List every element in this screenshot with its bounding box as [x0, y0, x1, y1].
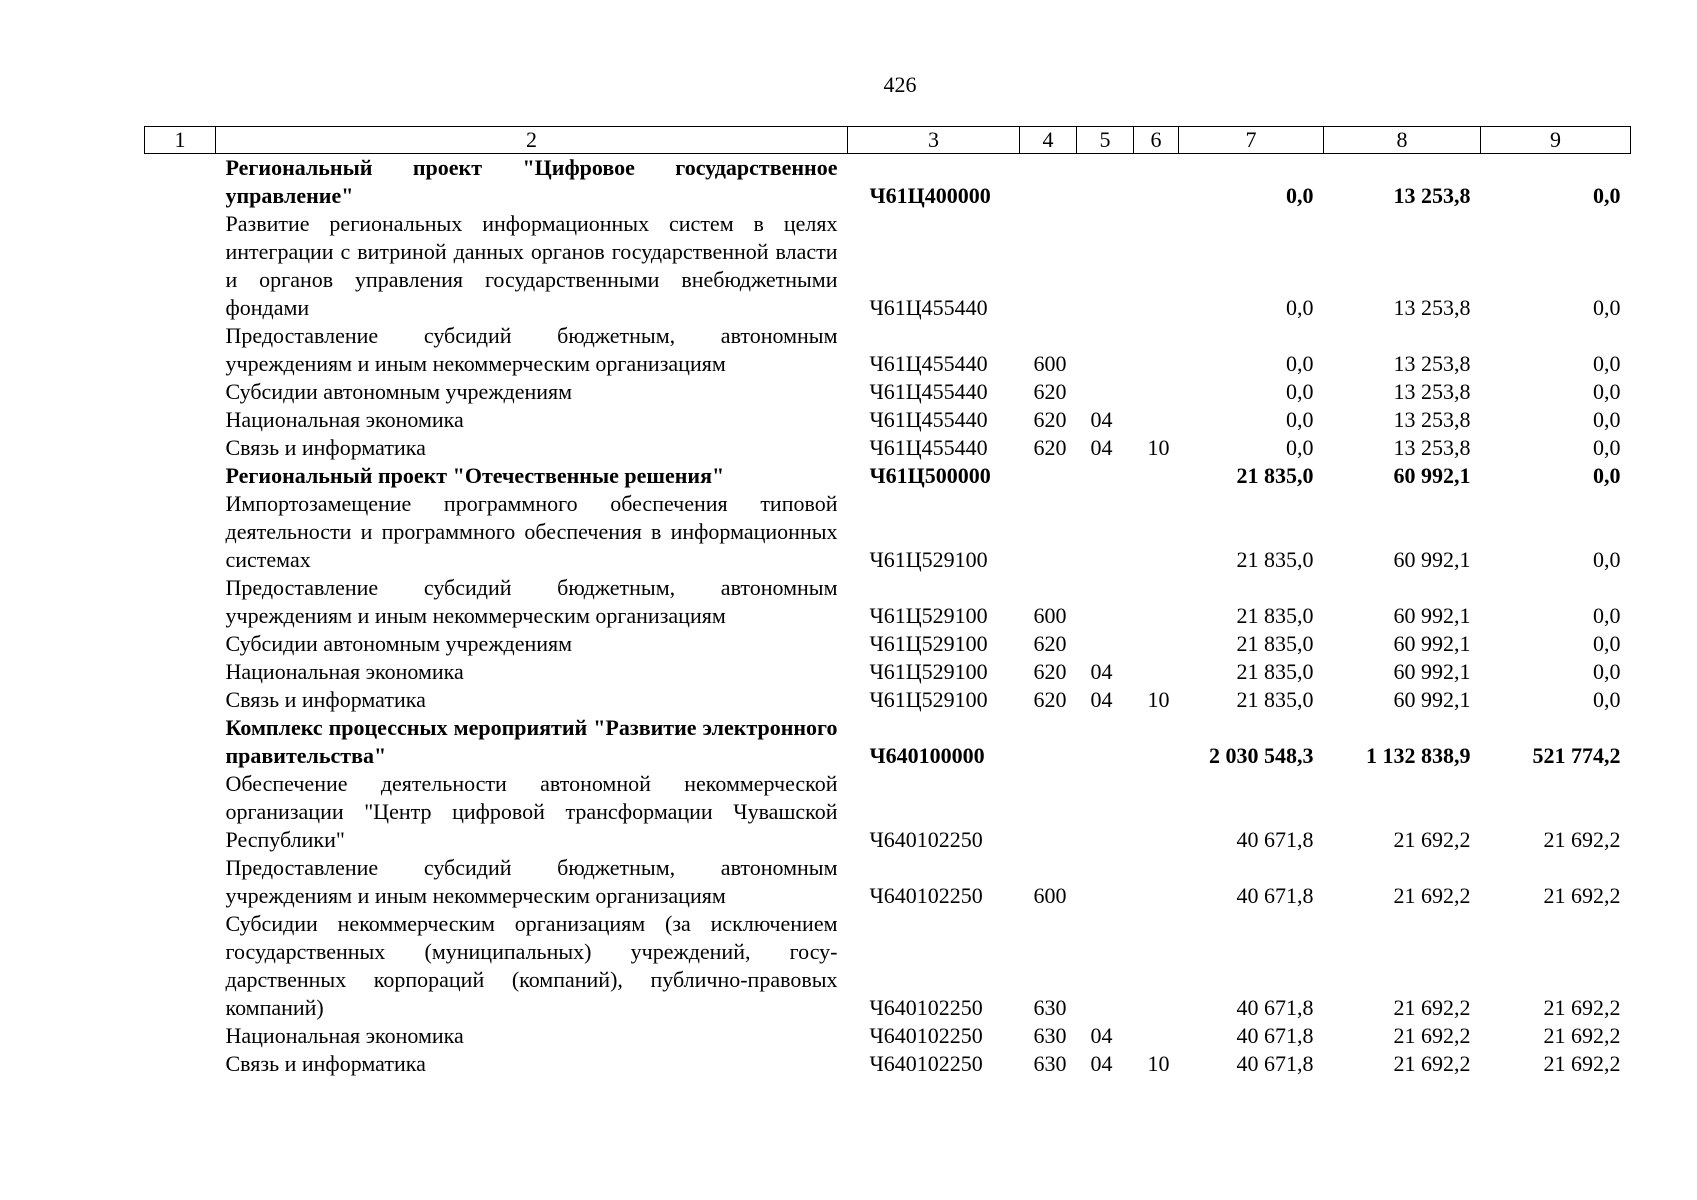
row-col-7: 21 835,0 [1236, 659, 1314, 684]
row-name: Развитие региональных информационных систем в целях интеграции с витриной данных органов государственной власти и органов управления государственными внебюджетными фондами [225, 211, 838, 320]
row-col-5: 04 [1090, 687, 1113, 712]
row-col-8: 1 132 838,9 [1366, 743, 1471, 768]
row-name: Субсидии автономным учреждениям [225, 631, 573, 656]
row-name: Региональный проект "Отечественные решения" [225, 463, 725, 488]
row-col-5: 04 [1090, 659, 1113, 684]
row-col-9: 0,0 [1593, 547, 1621, 572]
row-col-5 [1077, 462, 1134, 490]
header-row [145, 127, 1631, 154]
row-col-5: 04 [1090, 435, 1113, 460]
row-name: Предоставление субсидий бюджетным, автономным учреждениям и иным некоммерческим организациям [225, 575, 838, 628]
row-code: Ч61Ц455440 [869, 351, 988, 376]
row-col-7: 21 835,0 [1236, 631, 1314, 656]
row-col-4: 620 [1033, 659, 1067, 684]
row-col-4 [1020, 714, 1077, 770]
row-col-6 [1134, 490, 1179, 574]
row-col-6 [1134, 658, 1179, 686]
row-col-8: 60 992,1 [1393, 659, 1471, 684]
row-col-8: 13 253,8 [1393, 407, 1471, 432]
row-col-9: 0,0 [1593, 687, 1621, 712]
row-col-6: 10 [1147, 1051, 1170, 1076]
row-code: Ч61Ц455440 [869, 407, 988, 432]
row-col-6: 10 [1147, 687, 1170, 712]
row-name: Предоставление субсидий бюджетным, автономным учреждениям и иным некоммерческим организациям [225, 323, 838, 376]
table-row [145, 378, 1631, 406]
row-col-4 [1020, 770, 1077, 854]
row-name: Комплекс процессных мероприятий "Развитие электронного правительства" [225, 715, 838, 768]
row-col-5 [1077, 490, 1134, 574]
row-col-7: 40 671,8 [1236, 1023, 1314, 1048]
row-col-4: 600 [1033, 883, 1067, 908]
table-row [145, 714, 1631, 770]
row-col-4 [1020, 462, 1077, 490]
table-row [145, 770, 1631, 854]
row-col-6 [1134, 406, 1179, 434]
row-col-5 [1077, 322, 1134, 378]
row-col-1 [145, 910, 216, 1022]
row-code: Ч640102250 [869, 995, 983, 1020]
row-col-5 [1077, 910, 1134, 1022]
row-col-8: 60 992,1 [1393, 631, 1471, 656]
row-col-6 [1134, 210, 1179, 322]
row-code: Ч640100000 [869, 743, 985, 768]
row-code: Ч640102250 [869, 1023, 983, 1048]
row-col-4: 620 [1033, 687, 1067, 712]
row-col-6 [1134, 910, 1179, 1022]
row-col-7: 21 835,0 [1236, 547, 1314, 572]
table-row [145, 406, 1631, 434]
row-col-8: 13 253,8 [1393, 351, 1471, 376]
header-col-4: 4 [1020, 127, 1077, 154]
table-header [145, 127, 1631, 154]
row-name: Субсидии некоммерческим организациям (за исключением государственных (муниципальных) учреждений, государственных корпораций (компаний), публично-правовых компаний) [225, 911, 838, 1020]
row-col-6 [1134, 154, 1179, 211]
row-col-7: 0,0 [1286, 407, 1314, 432]
row-col-6 [1134, 854, 1179, 910]
row-code: Ч61Ц529100 [869, 687, 988, 712]
row-col-6: 10 [1147, 435, 1170, 460]
row-col-7: 0,0 [1286, 351, 1314, 376]
row-col-7: 40 671,8 [1236, 1051, 1314, 1076]
row-col-8: 60 992,1 [1393, 603, 1471, 628]
row-code: Ч61Ц529100 [869, 547, 988, 572]
table-body [145, 154, 1631, 1079]
row-col-9: 21 692,2 [1543, 827, 1621, 852]
row-col-4: 600 [1033, 351, 1067, 376]
table-row [145, 210, 1631, 322]
row-col-7: 0,0 [1286, 183, 1314, 208]
row-col-7: 21 835,0 [1236, 463, 1314, 488]
row-col-1 [145, 770, 216, 854]
table-row [145, 1022, 1631, 1050]
table-row [145, 154, 1631, 211]
header-col-1: 1 [145, 127, 216, 154]
row-col-7: 21 835,0 [1236, 603, 1314, 628]
row-col-9: 0,0 [1593, 379, 1621, 404]
row-col-5: 04 [1090, 1023, 1113, 1048]
row-col-6 [1134, 574, 1179, 630]
row-col-9: 0,0 [1593, 631, 1621, 656]
row-col-4: 620 [1033, 631, 1067, 656]
row-col-5 [1077, 714, 1134, 770]
row-col-9: 21 692,2 [1543, 1023, 1621, 1048]
table-row [145, 686, 1631, 714]
table-row [145, 462, 1631, 490]
row-col-9: 0,0 [1593, 463, 1621, 488]
table-row [145, 434, 1631, 462]
row-name: Национальная экономика [225, 659, 464, 684]
row-col-9: 0,0 [1593, 659, 1621, 684]
row-col-6 [1134, 462, 1179, 490]
row-code: Ч640102250 [869, 827, 983, 852]
row-name: Связь и информатика [225, 687, 426, 712]
row-col-7: 0,0 [1286, 295, 1314, 320]
row-col-9: 0,0 [1593, 435, 1621, 460]
row-col-5 [1077, 378, 1134, 406]
header-col-8: 8 [1324, 127, 1481, 154]
row-col-5 [1077, 630, 1134, 658]
row-code: Ч640102250 [869, 883, 983, 908]
row-col-8: 60 992,1 [1393, 463, 1471, 488]
row-col-8: 21 692,2 [1393, 1051, 1471, 1076]
row-code: Ч61Ц455440 [869, 435, 988, 460]
row-col-5 [1077, 574, 1134, 630]
row-code: Ч61Ц455440 [869, 379, 988, 404]
row-name: Национальная экономика [225, 1023, 464, 1048]
table-row [145, 910, 1631, 1022]
row-col-4 [1020, 490, 1077, 574]
row-name: Связь и информатика [225, 1051, 426, 1076]
row-col-1 [145, 378, 216, 406]
row-col-1 [145, 490, 216, 574]
row-col-6 [1134, 378, 1179, 406]
table-row [145, 630, 1631, 658]
header-col-2: 2 [216, 127, 848, 154]
row-col-1 [145, 658, 216, 686]
table-row [145, 1050, 1631, 1078]
page-number: 426 [883, 72, 917, 97]
table-row [145, 322, 1631, 378]
row-col-6 [1134, 714, 1179, 770]
row-col-1 [145, 462, 216, 490]
row-col-6 [1134, 630, 1179, 658]
row-col-9: 0,0 [1593, 183, 1621, 208]
row-code: Ч61Ц400000 [869, 183, 991, 208]
row-col-4: 630 [1033, 1023, 1067, 1048]
row-col-8: 21 692,2 [1393, 1023, 1471, 1048]
row-col-9: 521 774,2 [1532, 743, 1621, 768]
row-code: Ч61Ц529100 [869, 659, 988, 684]
row-col-4: 620 [1033, 407, 1067, 432]
row-col-1 [145, 630, 216, 658]
row-name: Обеспечение деятельности автономной некоммерческой организации "Центр цифровой трансформации Чувашской Республики" [225, 771, 838, 852]
header-col-7: 7 [1179, 127, 1324, 154]
row-col-1 [145, 154, 216, 211]
row-col-7: 40 671,8 [1236, 883, 1314, 908]
row-col-7: 2 030 548,3 [1209, 743, 1314, 768]
row-col-9: 21 692,2 [1543, 1051, 1621, 1076]
budget-table [144, 126, 1631, 1078]
row-col-4: 620 [1033, 379, 1067, 404]
row-col-4: 630 [1033, 1051, 1067, 1076]
row-col-7: 40 671,8 [1236, 827, 1314, 852]
row-col-5 [1077, 854, 1134, 910]
row-col-6 [1134, 770, 1179, 854]
row-col-1 [145, 714, 216, 770]
row-col-8: 13 253,8 [1393, 435, 1471, 460]
row-col-1 [145, 434, 216, 462]
row-name: Предоставление субсидий бюджетным, автономным учреждениям и иным некоммерческим организациям [225, 855, 838, 908]
row-name: Импортозамещение программного обеспечения типовой деятельности и программного обеспечения в информационных системах [225, 491, 838, 572]
row-col-5: 04 [1090, 407, 1113, 432]
row-code: Ч61Ц500000 [869, 463, 991, 488]
row-col-4: 620 [1033, 435, 1067, 460]
row-col-8: 13 253,8 [1393, 183, 1471, 208]
row-col-7: 21 835,0 [1236, 687, 1314, 712]
row-col-8: 13 253,8 [1393, 295, 1471, 320]
row-name: Региональный проект "Цифровое государственное управление" [225, 155, 838, 208]
row-name: Субсидии автономным учреждениям [225, 379, 573, 404]
table-row [145, 490, 1631, 574]
row-col-8: 21 692,2 [1393, 995, 1471, 1020]
row-col-7: 0,0 [1286, 435, 1314, 460]
header-col-9: 9 [1481, 127, 1631, 154]
row-col-1 [145, 686, 216, 714]
row-col-7: 40 671,8 [1236, 995, 1314, 1020]
row-col-9: 21 692,2 [1543, 883, 1621, 908]
row-col-1 [145, 322, 216, 378]
table-row [145, 854, 1631, 910]
row-col-1 [145, 574, 216, 630]
row-col-1 [145, 406, 216, 434]
row-col-5 [1077, 210, 1134, 322]
row-col-8: 13 253,8 [1393, 379, 1471, 404]
header-col-6: 6 [1134, 127, 1179, 154]
table-row [145, 658, 1631, 686]
row-col-9: 0,0 [1593, 351, 1621, 376]
row-name: Связь и информатика [225, 435, 426, 460]
header-col-5: 5 [1077, 127, 1134, 154]
row-col-9: 0,0 [1593, 407, 1621, 432]
row-col-9: 21 692,2 [1543, 995, 1621, 1020]
row-col-7: 0,0 [1286, 379, 1314, 404]
row-col-4 [1020, 210, 1077, 322]
row-name: Национальная экономика [225, 407, 464, 432]
row-col-6 [1134, 322, 1179, 378]
row-col-4 [1020, 154, 1077, 211]
row-col-1 [145, 1022, 216, 1050]
row-col-1 [145, 854, 216, 910]
row-col-1 [145, 210, 216, 322]
row-col-8: 60 992,1 [1393, 687, 1471, 712]
row-col-8: 21 692,2 [1393, 883, 1471, 908]
row-col-5 [1077, 154, 1134, 211]
row-code: Ч61Ц529100 [869, 603, 988, 628]
row-col-9: 0,0 [1593, 295, 1621, 320]
row-col-4: 600 [1033, 603, 1067, 628]
row-col-5 [1077, 770, 1134, 854]
row-code: Ч61Ц455440 [869, 295, 988, 320]
row-col-8: 21 692,2 [1393, 827, 1471, 852]
row-code: Ч640102250 [869, 1051, 983, 1076]
row-col-8: 60 992,1 [1393, 547, 1471, 572]
row-col-1 [145, 1050, 216, 1078]
row-col-4: 630 [1033, 995, 1067, 1020]
row-col-9: 0,0 [1593, 603, 1621, 628]
row-code: Ч61Ц529100 [869, 631, 988, 656]
header-col-3: 3 [848, 127, 1020, 154]
row-col-5: 04 [1090, 1051, 1113, 1076]
row-col-6 [1134, 1022, 1179, 1050]
table-row [145, 574, 1631, 630]
